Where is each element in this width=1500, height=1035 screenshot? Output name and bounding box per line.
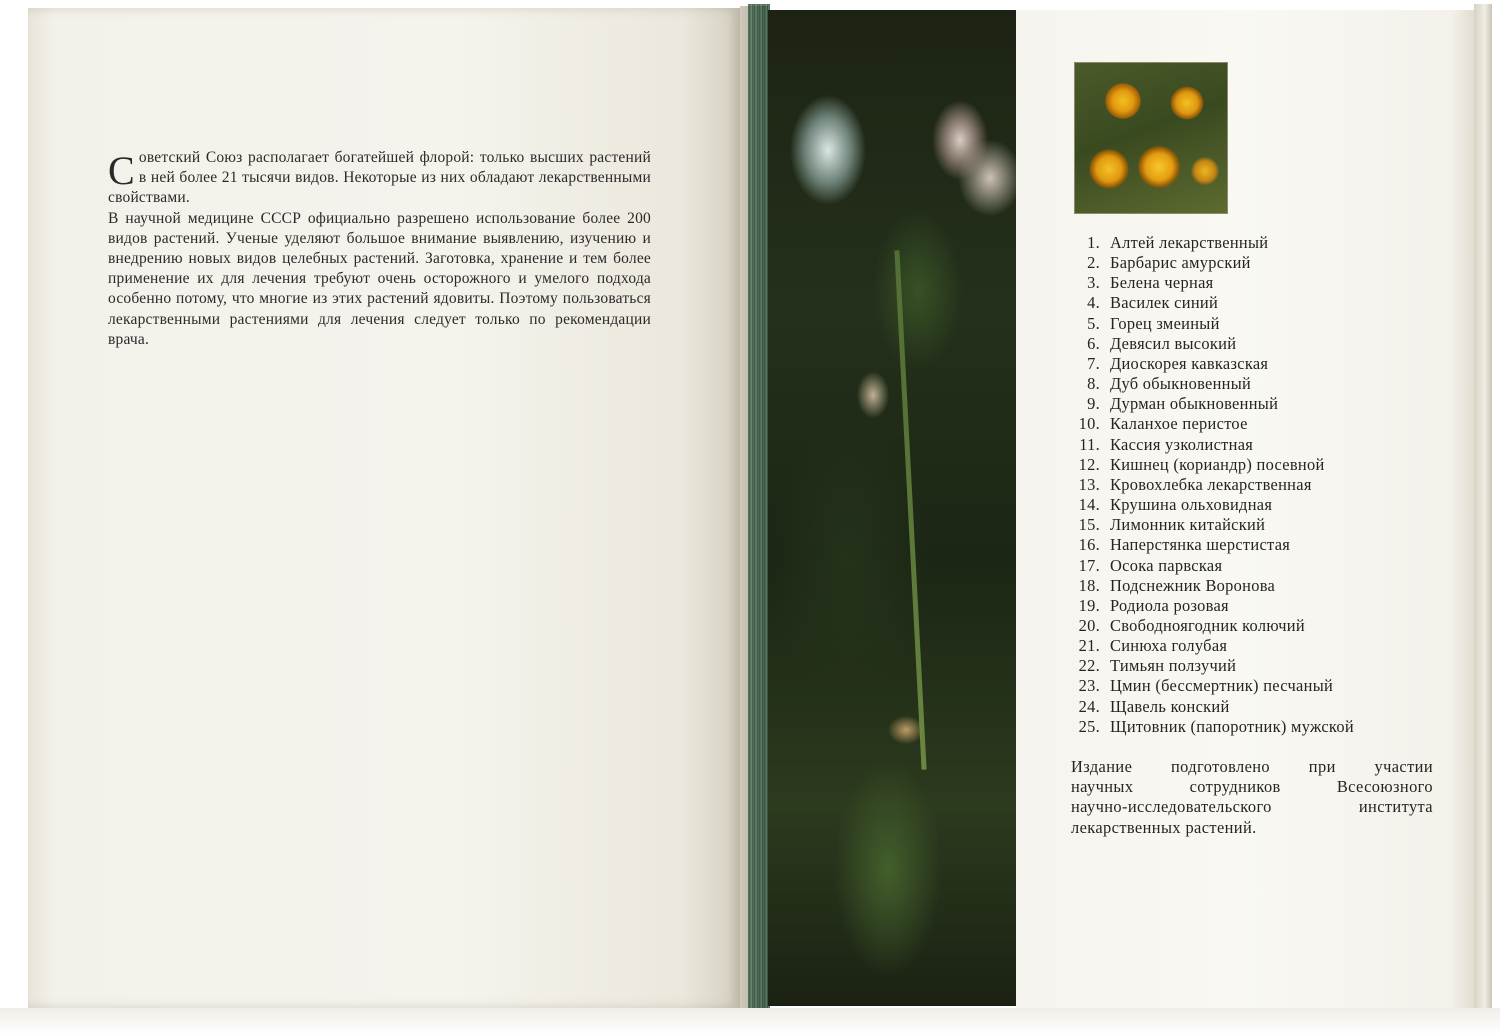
- plant-number: 8.: [1087, 374, 1100, 394]
- credit-line: Издание подготовлено при участии: [1071, 757, 1433, 776]
- plant-name: Алтей лекарственный: [1110, 233, 1269, 252]
- credit-line: научных сотрудников Всесоюзного: [1071, 777, 1433, 797]
- plant-number: 10.: [1078, 414, 1100, 434]
- plant-name: Наперстянка шерстистая: [1110, 535, 1291, 555]
- plant-list-item: [1068, 535, 1354, 555]
- plant-number: 23.: [1078, 676, 1100, 696]
- plant-list-item: [1068, 676, 1354, 696]
- plant-list-item: [1068, 616, 1354, 636]
- plant-name: Василек синий: [1110, 293, 1219, 313]
- plant-name: Крушина ольховидная: [1110, 495, 1273, 515]
- plant-list-item: [1068, 576, 1354, 596]
- plant-list-item: [1068, 636, 1354, 656]
- publication-credit: [1071, 757, 1433, 838]
- bottom-margin: [0, 1008, 1500, 1035]
- right-page-edge: [1474, 4, 1492, 1014]
- plant-number: 24.: [1078, 696, 1100, 716]
- plant-number: 18.: [1078, 575, 1100, 595]
- plant-list-item: [1068, 475, 1354, 495]
- credit-line: научно-исследовательского института: [1071, 797, 1433, 817]
- plant-name: Синюха голубая: [1110, 636, 1228, 656]
- plant-list-item: [1068, 455, 1354, 475]
- plant-name: Осока парвская: [1110, 555, 1223, 575]
- plant-list-item: [1068, 253, 1354, 273]
- plant-list-item: [1068, 293, 1354, 313]
- plant-name: Горец змеиный: [1110, 313, 1220, 333]
- plant-name: Девясил высокий: [1110, 333, 1237, 353]
- plant-list-item: [1068, 374, 1354, 394]
- plant-number: 16.: [1078, 535, 1100, 555]
- plant-number: 12.: [1078, 454, 1100, 474]
- plant-list-item: [1068, 435, 1354, 455]
- plant-name: Подснежник Воронова: [1110, 575, 1276, 595]
- intro-paragraph-1: [108, 148, 651, 209]
- plant-list-item: [1068, 515, 1354, 535]
- plant-list-item: [1068, 656, 1354, 676]
- plant-name: Щавель конский: [1110, 696, 1230, 716]
- plant-number: 19.: [1078, 595, 1100, 615]
- plant-number: 7.: [1087, 353, 1100, 373]
- plant-name: Каланхое перистое: [1110, 414, 1248, 434]
- elecampane-thumbnail-photo: [1074, 62, 1228, 214]
- plant-number: 5.: [1087, 313, 1100, 333]
- plant-number: 22.: [1078, 656, 1100, 676]
- credit-line: лекарственных растений.: [1071, 817, 1257, 837]
- plant-name: Цмин (бессмертник) песчаный: [1110, 676, 1334, 696]
- plant-name: Кровохлебка лекарственная: [1110, 474, 1312, 494]
- plant-number: 17.: [1078, 555, 1100, 575]
- plant-number: 6.: [1087, 333, 1100, 353]
- plant-list-item: [1068, 495, 1354, 515]
- plant-list-item: [1068, 556, 1354, 576]
- plant-number: 25.: [1078, 716, 1100, 736]
- plant-list: [1068, 233, 1354, 737]
- intro-paragraph-1-text: оветский Союз располагает богатейшей флорой: только высших растений в ней более 21 тысячи видов. Некоторые из них обладают лекарственными свойствами.: [108, 149, 651, 207]
- plant-name: Дурман обыкновенный: [1110, 394, 1279, 414]
- plant-number: 14.: [1078, 495, 1100, 515]
- plant-list-item: [1068, 414, 1354, 434]
- plant-number: 21.: [1078, 636, 1100, 656]
- left-page: [28, 8, 740, 1008]
- plant-number: 4.: [1087, 293, 1100, 313]
- plant-number: 13.: [1078, 474, 1100, 494]
- plant-list-item: [1068, 596, 1354, 616]
- plant-name: Диоскорея кавказская: [1110, 353, 1269, 373]
- postcard-stack-edge: [748, 4, 770, 1014]
- plant-list-item: [1068, 717, 1354, 737]
- plant-list-item: [1068, 273, 1354, 293]
- plant-name: Свободноягодник колючий: [1110, 615, 1305, 635]
- plant-number: 2.: [1087, 253, 1100, 273]
- plant-list-item: [1068, 394, 1354, 414]
- plant-number: 15.: [1078, 515, 1100, 535]
- plant-number: 9.: [1087, 394, 1100, 414]
- cover-photo-mallow: [768, 10, 1016, 1006]
- plant-list-item: [1068, 697, 1354, 717]
- plant-number: 20.: [1078, 615, 1100, 635]
- plant-name: Щитовник (папоротник) мужской: [1110, 716, 1354, 736]
- plant-name: Белена черная: [1110, 273, 1214, 293]
- plant-name: Дуб обыкновенный: [1110, 374, 1252, 394]
- plant-list-item: [1068, 334, 1354, 354]
- drop-cap: С: [108, 148, 135, 193]
- plant-number: 3.: [1087, 273, 1100, 293]
- plant-list-item: [1068, 314, 1354, 334]
- plant-list-item: [1068, 354, 1354, 374]
- plant-number: 1.: [1087, 233, 1100, 252]
- plant-name: Барбарис амурский: [1110, 253, 1251, 273]
- intro-text: [108, 148, 651, 350]
- plant-list-item: [1068, 233, 1354, 253]
- plant-name: Лимонник китайский: [1110, 515, 1266, 535]
- plant-name: Кишнец (кориандр) посевной: [1110, 454, 1325, 474]
- plant-number: 11.: [1079, 434, 1100, 454]
- plant-name: Тимьян ползучий: [1110, 656, 1237, 676]
- plant-name: Кассия узколистная: [1110, 434, 1254, 454]
- intro-paragraph-2: В научной медицине СССР официально разрешено использование более 200 видов растений. Ученые уделяют большое внимание выявлению, изучению и внедрению новых видов целебных растений. Заготовка, хранение и тем более применение их для лечения требуют очень осторожного и умелого подхода особенно потому, что многие из этих растений ядовиты. Поэтому пользоваться лекарственными растениями для лечения следует только по рекомендации врача.: [108, 209, 651, 348]
- plant-name: Родиола розовая: [1110, 595, 1229, 615]
